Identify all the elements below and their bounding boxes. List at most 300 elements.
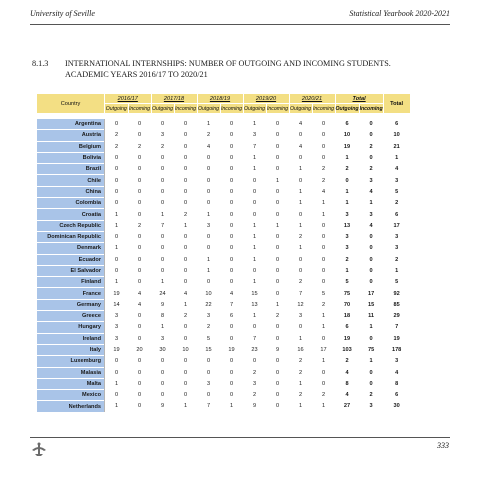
value-cell: 0 bbox=[229, 211, 234, 218]
value-cell: 0 bbox=[206, 177, 211, 184]
value-cell: 1 bbox=[183, 301, 188, 308]
value-cell: 0 bbox=[137, 403, 142, 410]
value-cell: 2 bbox=[105, 130, 129, 141]
value-cell: 18 bbox=[343, 313, 351, 320]
value-cell: 6 bbox=[345, 324, 349, 331]
country-cell: Czech Republic bbox=[37, 220, 105, 231]
value-cell: 2 bbox=[345, 166, 349, 173]
value-cell: 3 bbox=[395, 177, 399, 184]
year-header: 2017/18 bbox=[151, 94, 197, 104]
value-cell: 19 bbox=[393, 335, 400, 342]
value-cell: 0 bbox=[369, 268, 373, 274]
value-cell: 0 bbox=[275, 121, 280, 128]
table-row bbox=[37, 243, 411, 254]
value-cell: 0 bbox=[160, 256, 165, 263]
value-cell: 3 bbox=[160, 335, 165, 342]
value-cell: 2 bbox=[160, 143, 165, 150]
value-cell: 0 bbox=[321, 143, 326, 150]
value-cell: 15 bbox=[205, 347, 212, 354]
value-cell: 0 bbox=[252, 200, 257, 207]
value-cell: 0 bbox=[183, 234, 188, 241]
outgoing-subheader: Outgoing bbox=[243, 105, 266, 112]
value-cell: 0 bbox=[183, 335, 188, 342]
country-cell: Finland bbox=[37, 277, 105, 288]
value-cell: 0 bbox=[321, 132, 326, 139]
value-cell: 0 bbox=[369, 256, 373, 263]
value-cell: 0 bbox=[206, 200, 211, 207]
value-cell: 0 bbox=[321, 245, 326, 252]
value-cell: 1 bbox=[252, 234, 257, 241]
value-cell: 15 bbox=[367, 301, 375, 308]
value-cell: 0 bbox=[137, 155, 142, 162]
value-cell: 9 bbox=[160, 301, 165, 308]
country-cell: Austria bbox=[37, 130, 105, 141]
table-row bbox=[37, 401, 411, 412]
year-header: 2018/19 bbox=[197, 94, 243, 104]
total-column-header: Total bbox=[383, 94, 410, 114]
value-cell: 0 bbox=[369, 234, 373, 241]
value-cell: 2 bbox=[183, 211, 188, 218]
header-university: University of Seville bbox=[30, 9, 95, 18]
year-header: 2019/20 bbox=[243, 94, 289, 104]
value-cell: 6 bbox=[395, 121, 399, 128]
country-column-header: Country bbox=[37, 94, 105, 114]
value-cell: 1 bbox=[298, 380, 303, 387]
value-cell: 0 bbox=[206, 234, 211, 241]
value-cell: 2 bbox=[298, 369, 303, 376]
value-cell: 30 bbox=[159, 347, 166, 354]
value-cell: 0 bbox=[229, 143, 234, 150]
value-cell: 0 bbox=[298, 268, 303, 274]
value-cell: 3 bbox=[105, 333, 129, 344]
value-cell: 0 bbox=[252, 211, 257, 218]
value-cell: 1 bbox=[229, 403, 234, 410]
value-cell: 2 bbox=[298, 279, 303, 286]
value-cell: 1 bbox=[321, 211, 326, 218]
country-cell: Brazil bbox=[37, 164, 105, 175]
year-header: 2016/17 bbox=[105, 94, 152, 104]
value-cell: 1 bbox=[160, 324, 165, 331]
value-cell: 0 bbox=[183, 358, 188, 365]
value-cell: 0 bbox=[369, 279, 373, 286]
value-cell: 0 bbox=[229, 279, 234, 286]
section-number: 8.1.3 bbox=[32, 59, 49, 68]
table-row bbox=[37, 141, 411, 152]
value-cell: 8 bbox=[160, 313, 165, 320]
value-cell: 1 bbox=[321, 200, 326, 207]
title-line-1: INTERNATIONAL INTERNSHIPS: NUMBER OF OUTGOING AND INCOMING STUDENTS. bbox=[65, 59, 391, 68]
value-cell: 0 bbox=[137, 324, 142, 331]
value-cell: 27 bbox=[343, 403, 351, 410]
value-cell: 17 bbox=[367, 290, 375, 297]
value-cell: 0 bbox=[137, 234, 142, 241]
value-cell: 0 bbox=[137, 245, 142, 252]
value-cell: 7 bbox=[252, 143, 257, 150]
value-cell: 1 bbox=[252, 245, 257, 252]
value-cell: 0 bbox=[137, 177, 142, 184]
country-cell: Germany bbox=[37, 299, 105, 310]
value-cell: 0 bbox=[275, 358, 280, 365]
value-cell: 0 bbox=[321, 369, 326, 376]
value-cell: 0 bbox=[183, 380, 188, 387]
value-cell: 19 bbox=[105, 288, 129, 299]
value-cell: 7 bbox=[229, 301, 234, 308]
year-header-total: Total bbox=[335, 94, 383, 104]
value-cell: 2 bbox=[252, 392, 257, 399]
value-cell: 75 bbox=[343, 290, 351, 297]
value-cell: 0 bbox=[105, 119, 129, 130]
value-cell: 1 bbox=[206, 268, 211, 274]
value-cell: 0 bbox=[229, 380, 234, 387]
country-cell: Italy bbox=[37, 344, 105, 355]
table-row bbox=[37, 322, 411, 333]
value-cell: 0 bbox=[369, 121, 373, 128]
value-cell: 1 bbox=[395, 268, 399, 274]
country-cell: China bbox=[37, 186, 105, 197]
value-cell: 0 bbox=[105, 198, 129, 209]
value-cell: 6 bbox=[395, 392, 399, 399]
country-cell: Netherlands bbox=[37, 401, 105, 412]
value-cell: 1 bbox=[252, 222, 257, 229]
value-cell: 0 bbox=[229, 234, 234, 241]
value-cell: 0 bbox=[229, 369, 234, 376]
value-cell: 1 bbox=[321, 358, 326, 365]
value-cell: 1 bbox=[345, 200, 349, 207]
value-cell: 1 bbox=[298, 222, 303, 229]
value-cell: 3 bbox=[206, 313, 211, 320]
value-cell: 9 bbox=[275, 347, 280, 354]
value-cell: 0 bbox=[183, 166, 188, 173]
table-row bbox=[37, 119, 411, 130]
value-cell: 9 bbox=[252, 403, 257, 410]
value-cell: 0 bbox=[298, 211, 303, 218]
value-cell: 3 bbox=[206, 380, 211, 387]
value-cell: 0 bbox=[275, 245, 280, 252]
value-cell: 0 bbox=[252, 177, 257, 184]
value-cell: 0 bbox=[206, 369, 211, 376]
value-cell: 0 bbox=[275, 403, 280, 410]
value-cell: 1 bbox=[206, 121, 211, 128]
value-cell: 0 bbox=[160, 358, 165, 365]
value-cell: 3 bbox=[160, 132, 165, 139]
value-cell: 21 bbox=[393, 143, 400, 150]
value-cell: 10 bbox=[343, 132, 351, 139]
value-cell: 0 bbox=[369, 245, 373, 252]
incoming-subheader: Incoming bbox=[266, 105, 289, 112]
value-cell: 0 bbox=[160, 121, 165, 128]
value-cell: 2 bbox=[321, 301, 326, 308]
value-cell: 3 bbox=[298, 313, 303, 320]
value-cell: 13 bbox=[343, 222, 351, 229]
table-row bbox=[37, 277, 411, 288]
value-cell: 0 bbox=[298, 324, 303, 331]
value-cell: 0 bbox=[183, 245, 188, 252]
value-cell: 0 bbox=[137, 166, 142, 173]
value-cell: 0 bbox=[206, 279, 211, 286]
value-cell: 0 bbox=[229, 132, 234, 139]
country-cell: Colombia bbox=[37, 198, 105, 209]
value-cell: 19 bbox=[343, 335, 351, 342]
value-cell: 7 bbox=[206, 403, 211, 410]
value-cell: 1 bbox=[321, 403, 326, 410]
value-cell: 4 bbox=[137, 301, 142, 308]
value-cell: 0 bbox=[183, 392, 188, 399]
value-cell: 0 bbox=[229, 335, 234, 342]
value-cell: 0 bbox=[160, 166, 165, 173]
value-cell: 1 bbox=[105, 243, 129, 254]
value-cell: 0 bbox=[298, 177, 303, 184]
value-cell: 3 bbox=[369, 211, 373, 218]
value-cell: 1 bbox=[105, 220, 129, 231]
value-cell: 29 bbox=[393, 313, 400, 320]
value-cell: 19 bbox=[343, 143, 351, 150]
value-cell: 0 bbox=[321, 256, 326, 263]
value-cell: 2 bbox=[369, 143, 373, 150]
value-cell: 1 bbox=[369, 358, 373, 365]
value-cell: 5 bbox=[395, 279, 399, 286]
table-row bbox=[37, 299, 411, 310]
value-cell: 12 bbox=[297, 301, 304, 308]
country-cell: Dominican Republic bbox=[37, 231, 105, 242]
value-cell: 1 bbox=[105, 401, 129, 412]
value-cell: 1 bbox=[321, 324, 326, 331]
value-cell: 2 bbox=[298, 392, 303, 399]
incoming-subheader: Incoming bbox=[359, 105, 383, 112]
value-cell: 1 bbox=[275, 177, 280, 184]
value-cell: 15 bbox=[251, 290, 258, 297]
table-row bbox=[37, 378, 411, 389]
value-cell: 2 bbox=[252, 369, 257, 376]
country-cell: Mexico bbox=[37, 390, 105, 401]
table-row bbox=[37, 175, 411, 186]
value-cell: 0 bbox=[206, 245, 211, 252]
table-row bbox=[37, 186, 411, 197]
value-cell: 0 bbox=[183, 256, 188, 263]
value-cell: 5 bbox=[206, 335, 211, 342]
value-cell: 14 bbox=[105, 299, 129, 310]
value-cell: 0 bbox=[369, 335, 373, 342]
value-cell: 0 bbox=[206, 188, 211, 195]
value-cell: 0 bbox=[183, 279, 188, 286]
value-cell: 0 bbox=[183, 268, 188, 274]
value-cell: 0 bbox=[137, 369, 142, 376]
header-yearbook: Statistical Yearbook 2020-2021 bbox=[349, 9, 450, 18]
value-cell: 4 bbox=[229, 290, 234, 297]
value-cell: 0 bbox=[321, 222, 326, 229]
value-cell: 1 bbox=[298, 245, 303, 252]
value-cell: 0 bbox=[183, 132, 188, 139]
value-cell: 1 bbox=[252, 279, 257, 286]
value-cell: 0 bbox=[183, 121, 188, 128]
value-cell: 1 bbox=[275, 301, 280, 308]
value-cell: 0 bbox=[321, 121, 326, 128]
value-cell: 0 bbox=[369, 380, 373, 387]
value-cell: 0 bbox=[160, 392, 165, 399]
value-cell: 3 bbox=[345, 211, 349, 218]
value-cell: 4 bbox=[395, 369, 399, 376]
value-cell: 10 bbox=[182, 347, 189, 354]
value-cell: 0 bbox=[206, 155, 211, 162]
value-cell: 3 bbox=[206, 222, 211, 229]
value-cell: 0 bbox=[183, 143, 188, 150]
value-cell: 0 bbox=[105, 164, 129, 175]
value-cell: 0 bbox=[321, 279, 326, 286]
value-cell: 0 bbox=[275, 132, 280, 139]
country-cell: Malta bbox=[37, 378, 105, 389]
value-cell: 19 bbox=[228, 347, 235, 354]
value-cell: 4 bbox=[369, 222, 373, 229]
value-cell: 0 bbox=[229, 358, 234, 365]
table-row bbox=[37, 220, 411, 231]
value-cell: 1 bbox=[345, 188, 349, 195]
value-cell: 1 bbox=[252, 256, 257, 263]
page-number: 333 bbox=[437, 441, 449, 450]
value-cell: 1 bbox=[369, 324, 373, 331]
value-cell: 2 bbox=[137, 143, 142, 150]
value-cell: 7 bbox=[395, 324, 399, 331]
value-cell: 0 bbox=[137, 279, 142, 286]
value-cell: 0 bbox=[252, 188, 257, 195]
value-cell: 0 bbox=[183, 200, 188, 207]
value-cell: 0 bbox=[252, 358, 257, 365]
country-cell: France bbox=[37, 288, 105, 299]
value-cell: 17 bbox=[393, 222, 400, 229]
value-cell: 85 bbox=[393, 301, 400, 308]
value-cell: 4 bbox=[298, 121, 303, 128]
value-cell: 103 bbox=[342, 347, 352, 354]
value-cell: 2 bbox=[321, 392, 326, 399]
value-cell: 0 bbox=[229, 177, 234, 184]
value-cell: 0 bbox=[275, 234, 280, 241]
value-cell: 0 bbox=[229, 155, 234, 162]
value-cell: 3 bbox=[369, 177, 373, 184]
value-cell: 0 bbox=[105, 231, 129, 242]
table-row bbox=[37, 198, 411, 209]
value-cell: 2 bbox=[298, 234, 303, 241]
value-cell: 3 bbox=[252, 132, 257, 139]
value-cell: 2 bbox=[206, 132, 211, 139]
value-cell: 0 bbox=[137, 335, 142, 342]
value-cell: 1 bbox=[298, 403, 303, 410]
value-cell: 0 bbox=[137, 200, 142, 207]
country-cell: Malasia bbox=[37, 367, 105, 378]
value-cell: 0 bbox=[275, 369, 280, 376]
table-row bbox=[37, 311, 411, 322]
value-cell: 0 bbox=[183, 369, 188, 376]
value-cell: 0 bbox=[275, 290, 280, 297]
value-cell: 0 bbox=[275, 188, 280, 195]
value-cell: 2 bbox=[275, 313, 280, 320]
value-cell: 0 bbox=[160, 200, 165, 207]
value-cell: 3 bbox=[105, 311, 129, 322]
value-cell: 1 bbox=[252, 121, 257, 128]
title-line-2: ACADEMIC YEARS 2016/17 TO 2020/21 bbox=[65, 70, 208, 79]
value-cell: 5 bbox=[321, 290, 326, 297]
value-cell: 3 bbox=[395, 234, 399, 241]
value-cell: 178 bbox=[391, 347, 402, 354]
value-cell: 4 bbox=[206, 143, 211, 150]
country-cell: Argentina bbox=[37, 119, 105, 130]
value-cell: 0 bbox=[229, 121, 234, 128]
value-cell: 1 bbox=[160, 211, 165, 218]
value-cell: 5 bbox=[395, 188, 399, 195]
value-cell: 0 bbox=[105, 390, 129, 401]
table-row bbox=[37, 231, 411, 242]
incoming-subheader: Incoming bbox=[128, 105, 151, 112]
value-cell: 0 bbox=[321, 155, 326, 162]
value-cell: 0 bbox=[275, 256, 280, 263]
value-cell: 0 bbox=[275, 211, 280, 218]
value-cell: 1 bbox=[105, 378, 129, 389]
value-cell: 2 bbox=[321, 177, 326, 184]
value-cell: 0 bbox=[229, 245, 234, 252]
value-cell: 1 bbox=[298, 200, 303, 207]
value-cell: 13 bbox=[251, 301, 258, 308]
value-cell: 2 bbox=[395, 256, 399, 263]
value-cell: 0 bbox=[105, 254, 129, 265]
value-cell: 1 bbox=[252, 166, 257, 173]
value-cell: 1 bbox=[252, 155, 257, 162]
incoming-subheader: Incoming bbox=[174, 105, 197, 112]
value-cell: 24 bbox=[159, 290, 166, 297]
value-cell: 7 bbox=[160, 222, 165, 229]
value-cell: 1 bbox=[252, 313, 257, 320]
value-cell: 0 bbox=[137, 121, 142, 128]
value-cell: 1 bbox=[345, 155, 349, 162]
incoming-subheader: Incoming bbox=[220, 105, 243, 112]
value-cell: 0 bbox=[160, 155, 165, 162]
table-row bbox=[37, 152, 411, 163]
value-cell: 0 bbox=[229, 200, 234, 207]
value-cell: 0 bbox=[298, 256, 303, 263]
value-cell: 0 bbox=[137, 188, 142, 195]
value-cell: 2 bbox=[137, 222, 142, 229]
value-cell: 0 bbox=[137, 268, 142, 274]
table-row bbox=[37, 130, 411, 141]
country-cell: Denmark bbox=[37, 243, 105, 254]
value-cell: 8 bbox=[395, 380, 399, 387]
value-cell: 0 bbox=[298, 155, 303, 162]
value-cell: 0 bbox=[160, 234, 165, 241]
value-cell: 0 bbox=[275, 324, 280, 331]
value-cell: 4 bbox=[137, 290, 142, 297]
value-cell: 0 bbox=[252, 324, 257, 331]
value-cell: 0 bbox=[137, 313, 142, 320]
value-cell: 22 bbox=[205, 301, 212, 308]
value-cell: 0 bbox=[137, 211, 142, 218]
value-cell: 1 bbox=[298, 166, 303, 173]
value-cell: 11 bbox=[368, 313, 375, 320]
value-cell: 0 bbox=[229, 188, 234, 195]
table-row bbox=[37, 367, 411, 378]
value-cell: 4 bbox=[395, 166, 399, 173]
incoming-subheader: Incoming bbox=[312, 105, 335, 112]
value-cell: 4 bbox=[298, 143, 303, 150]
value-cell: 1 bbox=[369, 200, 373, 207]
value-cell: 4 bbox=[321, 188, 326, 195]
value-cell: 0 bbox=[321, 268, 326, 274]
value-cell: 1 bbox=[105, 209, 129, 220]
value-cell: 0 bbox=[183, 155, 188, 162]
value-cell: 2 bbox=[345, 358, 349, 365]
value-cell: 0 bbox=[137, 392, 142, 399]
value-cell: 0 bbox=[105, 175, 129, 186]
value-cell: 0 bbox=[183, 177, 188, 184]
value-cell: 1 bbox=[206, 211, 211, 218]
value-cell: 0 bbox=[321, 335, 326, 342]
value-cell: 2 bbox=[105, 141, 129, 152]
header-divider bbox=[30, 24, 450, 25]
